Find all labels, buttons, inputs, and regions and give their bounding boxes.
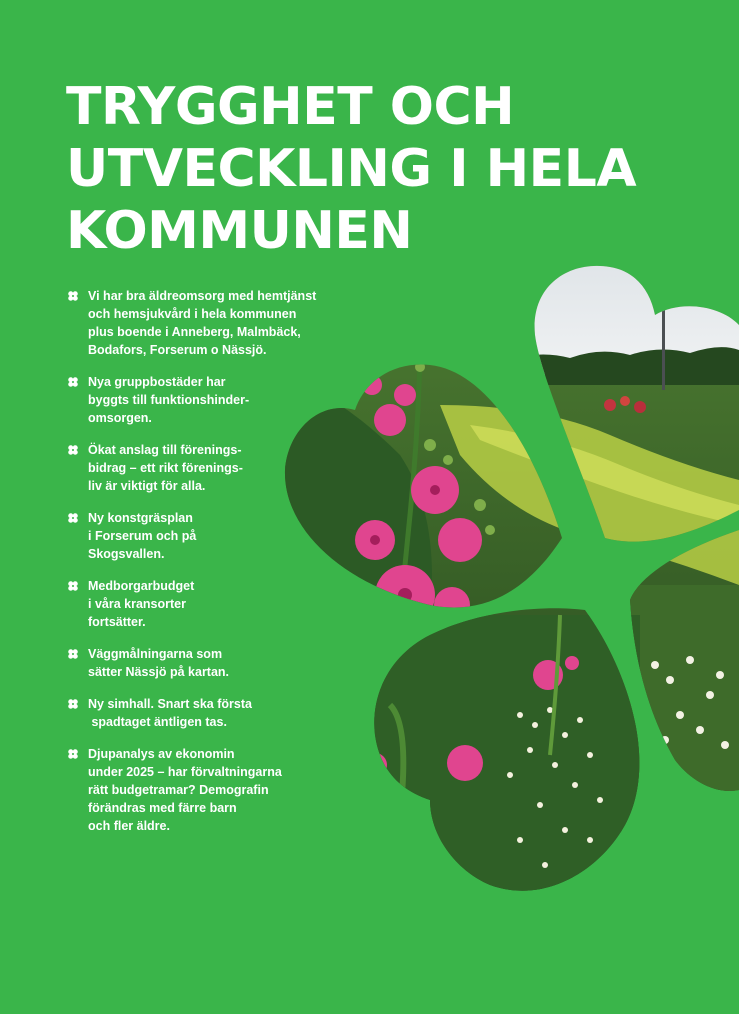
bullet-line: förändras med färre barn [88, 801, 237, 815]
clover-icon [66, 579, 80, 593]
title-line: UTVECKLING I HELA [66, 139, 637, 199]
title-line: TRYGGHET OCH [66, 77, 515, 137]
bullet-line: i våra kransorter [88, 597, 186, 611]
bullet-line: rätt budgetramar? Demografin [88, 783, 269, 797]
bullet-line: sätter Nässjö på kartan. [88, 665, 230, 679]
four-leaf-clover-photo [280, 255, 739, 895]
bullet-line: och fler äldre. [88, 819, 170, 833]
bullet-line: omsorgen. [88, 411, 152, 425]
clover-icon [66, 747, 80, 761]
bullet-line: bidrag – ett rikt förenings- [88, 461, 243, 475]
clover-icon [66, 511, 80, 525]
clover-icon [66, 647, 80, 661]
clover-icon [66, 375, 80, 389]
clover-icon [66, 289, 80, 303]
bullet-line: Ökat anslag till förenings- [88, 443, 242, 457]
bullet-line: Vi har bra äldreomsorg med hemtjänst [88, 289, 317, 303]
bullet-line: Bodafors, Forserum o Nässjö. [88, 343, 267, 357]
bullet-line: spadtaget äntligen tas. [88, 715, 227, 729]
bullet-line: Skogsvallen. [88, 547, 165, 561]
bullet-line: Djupanalys av ekonomin [88, 747, 235, 761]
bullet-line: under 2025 – har förvaltningarna [88, 765, 282, 779]
bullet-line: Väggmålningarna som [88, 647, 223, 661]
bullet-line: Ny konstgräsplan [88, 511, 193, 525]
bullet-line: liv är viktigt för alla. [88, 479, 206, 493]
bullet-line: i Forserum och på [88, 529, 197, 543]
clover-icon [66, 443, 80, 457]
bullet-line: Nya gruppbostäder har [88, 375, 226, 389]
bullet-line: fortsätter. [88, 615, 146, 629]
bullet-line: och hemsjukvård i hela kommunen [88, 307, 297, 321]
bullet-line: byggts till funktionshinder- [88, 393, 250, 407]
bullet-line: Medborgarbudget [88, 579, 195, 593]
page-title [66, 76, 686, 262]
clover-icon [66, 697, 80, 711]
title-line: KOMMUNEN [66, 201, 413, 261]
bullet-line: Ny simhall. Snart ska första [88, 697, 252, 711]
garden-photo [280, 255, 739, 895]
bullet-line: plus boende i Anneberg, Malmbäck, [88, 325, 301, 339]
